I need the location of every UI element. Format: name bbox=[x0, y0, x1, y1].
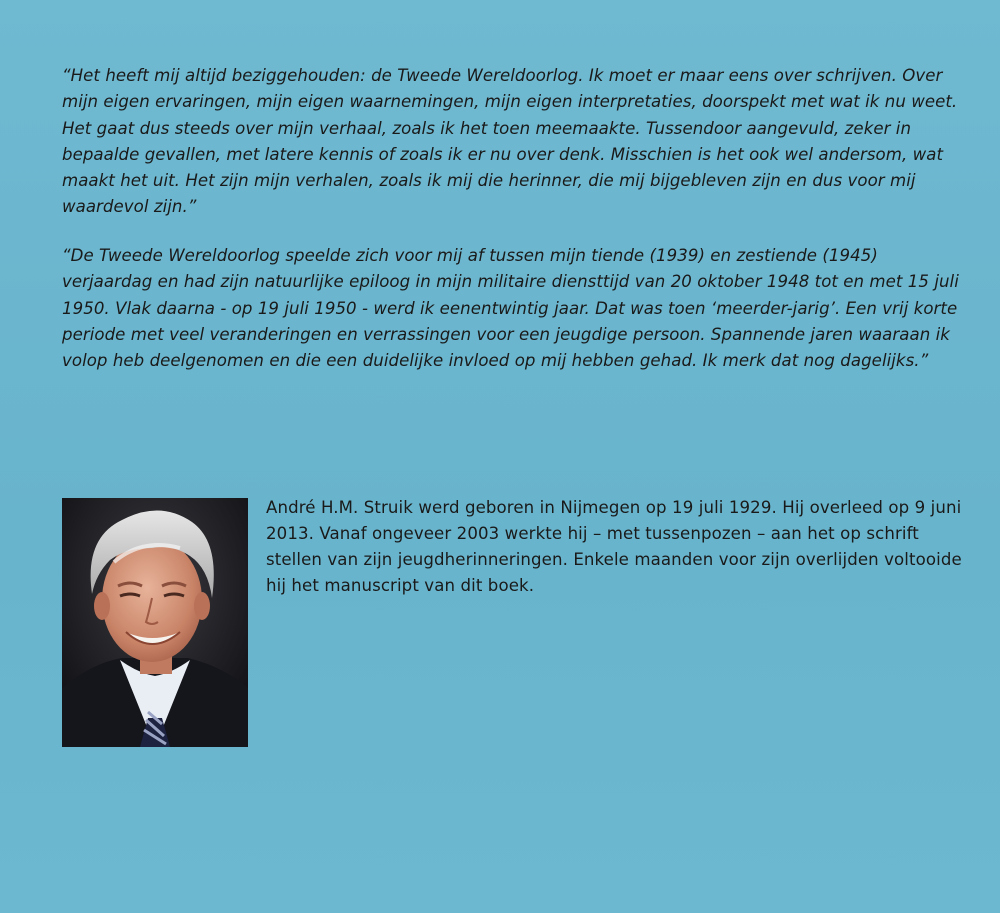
author-photo bbox=[62, 498, 248, 747]
author-biography: André H.M. Struik werd geboren in Nijmegen op 19 juli 1929. Hij overleed op 9 juni 2013. Vanaf ongeveer 2003 werkte hij – met tussenpozen – aan het op schrift stellen van zijn jeugdherinneringen. Enkele maanden voor zijn overlijden voltooide hij het manuscript van dit boek. bbox=[266, 498, 962, 595]
quote-first-paragraph: “Het heeft mij altijd beziggehouden: de Tweede Wereldoorlog. Ik moet er maar eens over schrijven. Over mijn eigen ervaringen, mijn eigen waarnemingen, mijn eigen interpretaties, doorspekt met wat ik nu weet. Het gaat dus steeds over mijn verhaal, zoals ik het toen meemaakte. Tussendoor aangevuld, zeker in bepaalde gevallen, met latere kennis of zoals ik er nu over denk. Misschien is het ook wel andersom, wat maakt het uit. Het zijn mijn verhalen, zoals ik mij die herinner, die mij bijgebleven zijn en dus voor mij waardevol zijn.” bbox=[62, 66, 958, 217]
quote-second-paragraph: “De Tweede Wereldoorlog speelde zich voor mij af tussen mijn tiende (1939) en zestiende (1945) verjaardag en had zijn natuurlijke epiloog in mijn militaire diensttijd van 20 oktober 1948 tot en met 15 juli 1950. Vlak daarna - op 19 juli 1950 - werd ik eenentwintig jaar. Dat was toen ‘meerder-jarig’. Een vrij korte periode met veel veranderingen en verrassingen voor een jeugdige persoon. Spannende jaren waaraan ik volop heb deelgenomen en die een duidelijke invloed op mij hebben gehad. Ik merk dat nog dagelijks.” bbox=[62, 246, 959, 371]
